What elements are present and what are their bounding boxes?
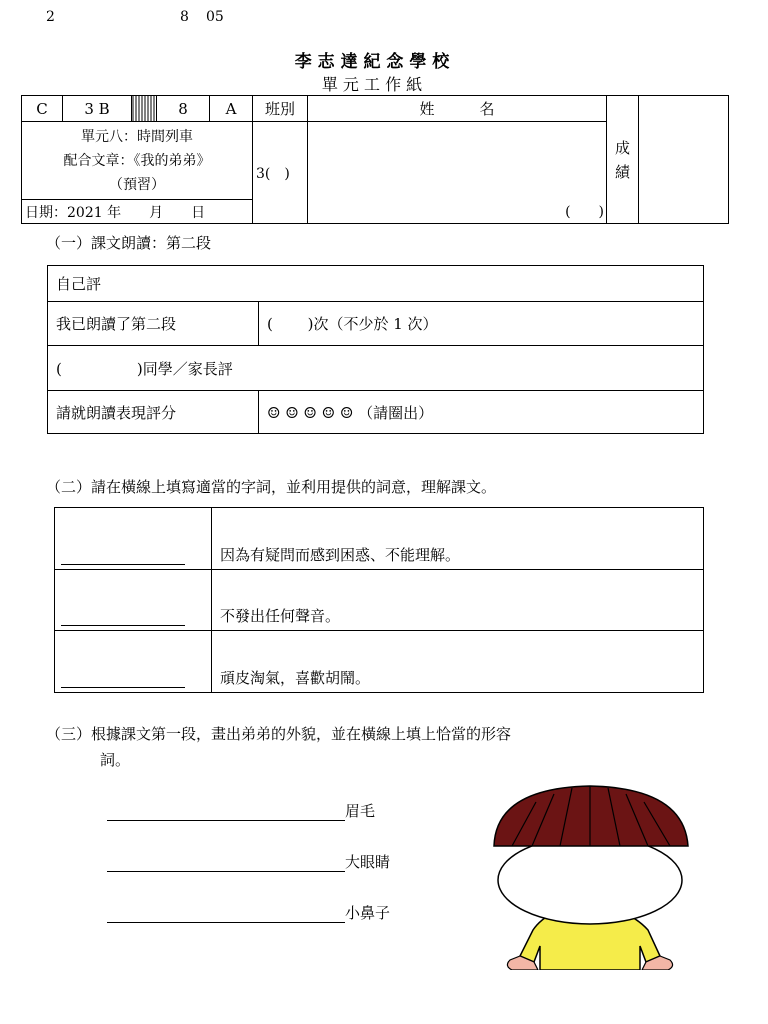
vocab-meaning: 頑皮淘氣，喜歡胡鬧。 xyxy=(212,631,704,693)
section1-title: （一）課文朗讀：第二段 xyxy=(46,234,212,252)
adjective-line-1[interactable] xyxy=(107,802,345,821)
boy-illustration[interactable] xyxy=(488,780,698,970)
feature-label: 大眼睛 xyxy=(345,853,391,871)
hair-shape xyxy=(494,786,688,846)
vocab-answer-cell[interactable] xyxy=(55,508,212,570)
info-hatch xyxy=(132,96,157,122)
info-letter: A xyxy=(210,96,253,122)
vocab-meaning: 因為有疑問而感到困惑、不能理解。 xyxy=(212,508,704,570)
class-field[interactable]: 3( ) xyxy=(253,122,308,224)
vocab-answer-line-2[interactable] xyxy=(61,625,185,626)
grade-label-1: 成 xyxy=(614,138,630,157)
school-name: 李 志 達 紀 念 學 校 xyxy=(294,52,450,72)
class-label: 班別 xyxy=(253,96,308,122)
reading-table xyxy=(47,265,704,434)
header-code-a: 8 xyxy=(180,9,189,25)
adjective-row xyxy=(107,800,375,821)
article-title: 配合文章：《我的弟弟》 xyxy=(63,152,211,169)
page-number: 2 xyxy=(46,9,55,25)
section3-title-line2: 詞。 xyxy=(100,751,131,769)
read-label: 我已朗讀了第二段 xyxy=(48,302,259,346)
vocab-answer-line-3[interactable] xyxy=(61,687,185,688)
grade-box[interactable] xyxy=(639,96,729,224)
vocab-meaning: 不發出任何聲音。 xyxy=(212,570,704,631)
score-label: 請就朗讀表現評分 xyxy=(48,391,259,434)
feature-label: 小鼻子 xyxy=(345,904,391,922)
section2-title: （二）請在橫線上填寫適當的字詞，並利用提供的詞意，理解課文。 xyxy=(46,478,497,496)
date-field[interactable]: 日期：2021 年 月 日 xyxy=(22,200,253,224)
info-grade: 3 B xyxy=(63,96,132,122)
unit-title: 單元八：時間列車 xyxy=(81,128,193,145)
adjective-row xyxy=(107,851,390,872)
info-num: 8 xyxy=(157,96,210,122)
adjective-line-2[interactable] xyxy=(107,853,345,872)
worksheet-subtitle: 單 元 工 作 紙 xyxy=(321,75,423,94)
grade-label xyxy=(607,96,639,224)
vocab-answer-cell[interactable] xyxy=(55,631,212,693)
self-eval-label: 自己評 xyxy=(48,266,704,302)
vocab-answer-line-1[interactable] xyxy=(61,564,185,565)
name-paren: ( ) xyxy=(565,204,604,220)
name-field[interactable] xyxy=(308,122,607,224)
header-code-b: 05 xyxy=(206,9,224,25)
adjective-line-3[interactable] xyxy=(107,904,345,923)
section3-title-line1: （三）根據課文第一段，畫出弟弟的外貌，並在橫線上填上恰當的形容 xyxy=(46,725,512,743)
face-outline[interactable] xyxy=(498,836,682,924)
vocab-answer-cell[interactable] xyxy=(55,570,212,631)
feature-label: 眉毛 xyxy=(345,802,376,820)
vocab-table xyxy=(54,507,704,693)
name-label: 姓 名 xyxy=(308,96,607,122)
info-c: C xyxy=(22,96,63,122)
smiley-rating[interactable]: ☺ ☺ ☺ ☺ ☺ （請圈出） xyxy=(259,391,704,434)
read-count-field[interactable]: ( )次（不少於 1 次） xyxy=(259,302,704,346)
grade-label-2: 績 xyxy=(614,162,630,181)
preview-label: （預習） xyxy=(109,176,165,193)
info-table xyxy=(21,95,729,224)
unit-info xyxy=(22,122,253,200)
adjective-row xyxy=(107,902,390,923)
peer-eval-field[interactable]: ( )同學／家長評 xyxy=(48,346,704,391)
